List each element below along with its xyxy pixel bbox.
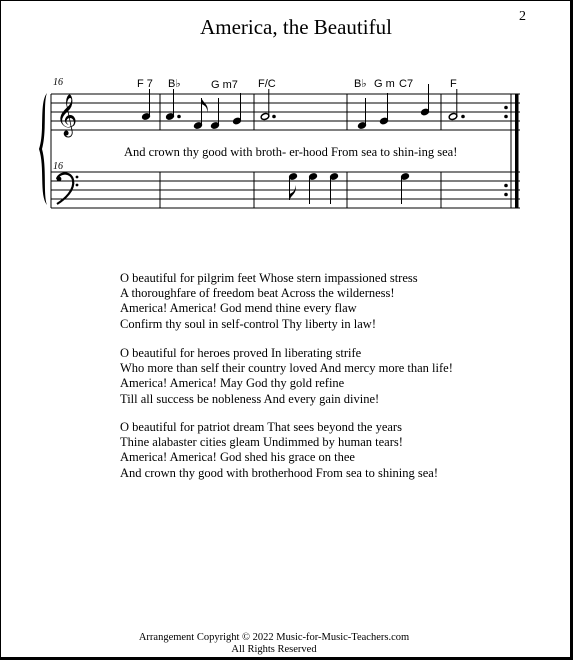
- verse-line: America! America! God mend thine every flaw: [120, 301, 357, 316]
- measure-number-bass: 16: [53, 161, 63, 172]
- verse-line: And crown thy good with brotherhood From sea to shining sea!: [120, 465, 439, 480]
- page-number: 2: [519, 9, 526, 24]
- grand-staff-brace: [39, 93, 47, 205]
- verse-line: O beautiful for patriot dream That sees beyond the years: [120, 420, 402, 434]
- copyright-footer: [1, 632, 547, 656]
- measure-number-treble: 16: [53, 77, 63, 88]
- chord-symbol: G m7: [211, 79, 238, 91]
- chord-symbol: B♭: [168, 78, 181, 90]
- verse-line: Till all success be nobleness And every gain divine!: [120, 391, 380, 406]
- verse-line: O beautiful for heroes proved In liberating strife: [120, 346, 362, 360]
- score-lyrics: And crown thy good with broth- er-hood From sea to shin-ing sea!: [124, 145, 458, 159]
- chord-symbol: F: [450, 78, 457, 90]
- chord-symbol: C7: [399, 78, 414, 90]
- verse-line: A thoroughfare of freedom beat Across the wilderness!: [120, 286, 395, 301]
- chord-symbol: B♭: [354, 78, 367, 90]
- verse-line: America! America! God shed his grace on thee: [120, 450, 355, 465]
- verse-1: [120, 271, 418, 332]
- music-score: [1, 1, 574, 221]
- rights-text: All Rights Reserved: [231, 644, 317, 655]
- chord-symbol: F 7: [137, 78, 153, 90]
- treble-notes: [142, 84, 465, 129]
- copyright-text: Arrangement Copyright © 2022 Music-for-Music-Teachers.com: [138, 632, 410, 643]
- verse-line: O beautiful for pilgrim feet Whose stern impassioned stress: [120, 271, 418, 285]
- verse-line: America! America! May God thy gold refine: [120, 376, 345, 391]
- page-title: America, the Beautiful: [200, 15, 392, 39]
- verse-line: Thine alabaster cities gleam Undimmed by human tears!: [120, 435, 403, 450]
- chord-symbols: [137, 78, 457, 91]
- bass-staff: [51, 172, 520, 208]
- chord-symbol: F/C: [258, 78, 276, 90]
- chord-symbol: G m: [374, 78, 395, 90]
- verse-line: Who more than self their country loved And mercy more than life!: [120, 361, 453, 376]
- verse-line: Confirm thy soul in self-control Thy liberty in law!: [120, 316, 376, 331]
- verse-3: [120, 420, 438, 481]
- treble-staff: [51, 94, 520, 130]
- treble-clef-icon: 𝄞: [56, 95, 78, 136]
- verse-2: [120, 346, 453, 407]
